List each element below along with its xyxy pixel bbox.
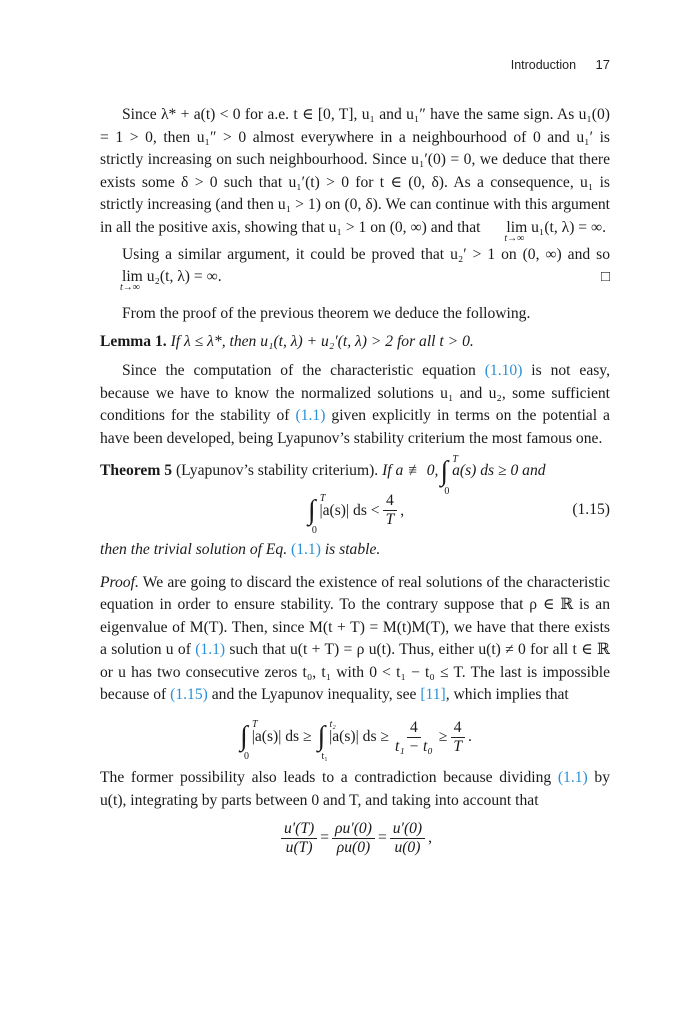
eq-ref-link[interactable]: (1.1)	[295, 407, 326, 425]
theorem-label: Theorem 5	[100, 462, 173, 480]
proof-paragraph: Proof. We are going to discard the existence of real solutions of the characteristic equation in order to ensure stability. To the contrary suppose that ρ ∈ ℝ is an eigenvalue of M(T). Then, since M(t + T) = M(t)M(T), we have that there exists a solution u of (1.1) such that u(t + T) = ρ u(t). Thus, either u(t) ≠ 0 for all t ∈ ℝ or u has two consecutive zeros t₀, t₁ with 0 < t₁ − t₀ ≤ T. The last is impossible because of (1.15) and the Lyapunov inequality, see [11], which implies that	[100, 573, 610, 704]
integral-sign: ∫ T 0	[307, 492, 326, 536]
eq-ref-link[interactable]: (1.1)	[195, 641, 226, 659]
body-text	[100, 104, 610, 864]
paragraph-2: Using a similar argument, it could be proved that u₂′ > 1 on (0, ∞) and so lim u₂(t, λ) = ∞. t→∞ □	[100, 244, 610, 289]
eq-ref-link[interactable]: (1.10)	[484, 361, 523, 379]
paragraph-5: The former possibility also leads to a contradiction because dividing (1.1) by u(t), integrating by parts between 0 and T, and taking into account that	[100, 769, 610, 809]
paragraph-4: Since the computation of the characteristic equation (1.10) is not easy, because we have to know the normalized solutions u₁ and u₂, some sufficient conditions for the stability of (1.1) given explicitly in terms on the potential a have been developed, being Lyapunov’s stability criterium the most famous one.	[100, 361, 610, 447]
integral-sign: ∫ t₂ t₁	[317, 719, 336, 763]
citation-link[interactable]: [11]	[420, 686, 446, 704]
theorem-conclusion: then the trivial solution of Eq. (1.1) is stable.	[100, 540, 381, 558]
lyapunov-inequality: ∫ T 0 |a(s)| ds ≥ ∫ t₂ t₁ |a(s)| ds ≥ $\frac{4}{\text{t₁ − t₀}}$ ≥ $\frac{4}{T}$ .	[240, 718, 472, 763]
qed-symbol: □	[600, 269, 610, 286]
integral-sign: ∫ T 0	[240, 719, 258, 763]
paragraph-3: From the proof of the previous theorem we deduce the following.	[122, 304, 531, 322]
proof-label: Proof.	[100, 573, 139, 591]
ratio-equation: $\frac{u'(T)}{u(T)}$ = $\frac{\rho u'(0)}{\rho u(0)}$ = $\frac{u'(0)}{u(0)}$ ,	[100, 812, 610, 864]
limit-expression: lim u₁(t, λ) = ∞. t→∞	[504, 218, 607, 244]
running-head	[511, 57, 610, 72]
eq-ref-link[interactable]: (1.15)	[170, 686, 208, 704]
theorem-5-header: Theorem 5 (Lyapunov’s stability criterium). If a ≢ 0, ∫ T 0 a(s) ds ≥ 0 and	[100, 453, 546, 497]
lemma-statement: If λ ≤ λ*, then u₁(t, λ) + u₂′(t, λ) > 2 for all t > 0.	[170, 333, 474, 351]
equation-number: (1.15)	[572, 500, 610, 518]
equation-1-15: ∫ T 0 |a(s)| ds < $\frac{4}{T}$ , (1.15)	[307, 492, 610, 536]
lemma-label: Lemma 1.	[100, 333, 167, 351]
integral-sign: ∫ T 0	[440, 453, 458, 497]
eq-ref-link[interactable]: (1.1)	[291, 540, 321, 558]
section-title: Introduction	[510, 58, 577, 72]
page-number: 17	[595, 57, 610, 72]
limit-expression: lim u₂(t, λ) = ∞. t→∞	[120, 268, 222, 294]
eq-ref-link[interactable]: (1.1)	[557, 769, 588, 787]
paragraph-1: Since λ* + a(t) < 0 for a.e. t ∈ [0, T], u₁ and u₁″ have the same sign. As u₁(0) = 1 > 0, then u₁″ > 0 almost everywhere in a neighbourhood of 0 and u₁′ is strictly increasing on such neighbourhood. Since u₁′(0) = 0, we deduce that there exists some δ > 0 such that u₁′(t) > 0 for t ∈ (0, δ). As a consequence, u₁ is strictly increasing (and then u₁ > 1) on (0, δ). We can continue with this argument in all the positive axis, showing that u₁ > 1 on (0, ∞) and that lim u₁(t, λ) = ∞. t→∞	[100, 106, 610, 244]
lemma-1	[100, 331, 610, 354]
theorem-title: (Lyapunov’s stability criterium).	[175, 462, 379, 480]
